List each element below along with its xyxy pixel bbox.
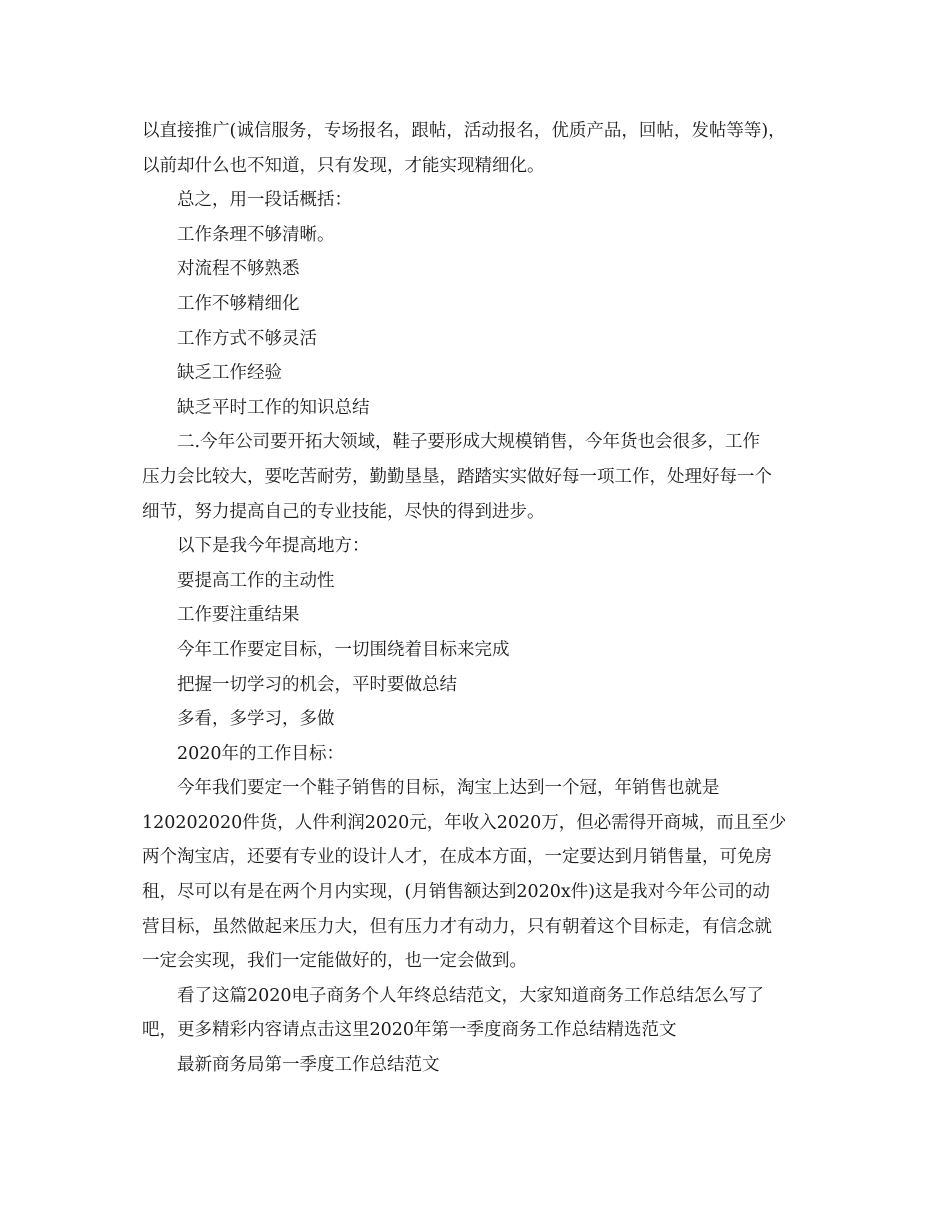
paragraph-closing: 看了这篇2020电子商务个人年终总结范文，大家知道商务工作总结怎么写了 吧，更多精彩内容请点击这里2020年第一季度商务工作总结精选范文 (142, 985, 765, 1041)
paragraph-goals: 今年我们要定一个鞋子销售的目标，淘宝上达到一个冠，年销售也就是 120202020件货，人件利润2020元，年收入2020万，但必需得开商城，而且至少 两个淘宝店，还要有专业的设计人才，在成本方面，一定要达到月销售量，可免房 租，尽可以有是在两个月内实现，(月销售额达到2020x件)这是我对今年公司的动 营目标，虽然做起来压力大，但有压力才有动力，只有朝着这个目标走，有信念就 一定会实现，我们一定能做好的，也一定会做到。 (142, 778, 787, 972)
list-item: 今年工作要定目标，一切围绕着目标来完成 (177, 639, 510, 660)
list-item: 对流程不够熟悉 (177, 259, 300, 280)
list-item: 工作条理不够清晰。 (177, 224, 335, 245)
list-item: 把握一切学习的机会，平时要做总结 (177, 674, 457, 695)
paragraph-improvements-intro: 以下是我今年提高地方： (177, 536, 370, 557)
document-body (142, 114, 832, 1083)
paragraph-goals-heading: 2020年的工作目标： (177, 743, 345, 764)
list-item: 缺乏工作经验 (177, 363, 282, 384)
list-item: 工作不够精细化 (177, 293, 300, 314)
paragraph-continuation: 以直接推广(诚信服务，专场报名，跟帖，活动报名，优质产品，回帖，发帖等等)， 以前却什么也不知道，只有发现，才能实现精细化。 (142, 121, 786, 176)
list-item: 多看，多学习，多做 (177, 709, 335, 730)
list-item: 工作方式不够灵活 (177, 328, 317, 349)
paragraph-section-two: 二.今年公司要开拓大领域，鞋子要形成大规模销售，今年货也会很多，工作 压力会比较大，要吃苦耐劳，勤勤垦垦，踏踏实实做好每一项工作，处理好每一个 细节，努力提高自己的专业技能，尽快的得到进步。 (142, 432, 772, 522)
list-item: 工作要注重结果 (177, 605, 300, 626)
paragraph-related-title: 最新商务局第一季度工作总结范文 (177, 1055, 440, 1076)
paragraph-summary-intro: 总之，用一段话概括： (177, 190, 352, 211)
list-item: 缺乏平时工作的知识总结 (177, 397, 370, 418)
list-item: 要提高工作的主动性 (177, 570, 335, 591)
